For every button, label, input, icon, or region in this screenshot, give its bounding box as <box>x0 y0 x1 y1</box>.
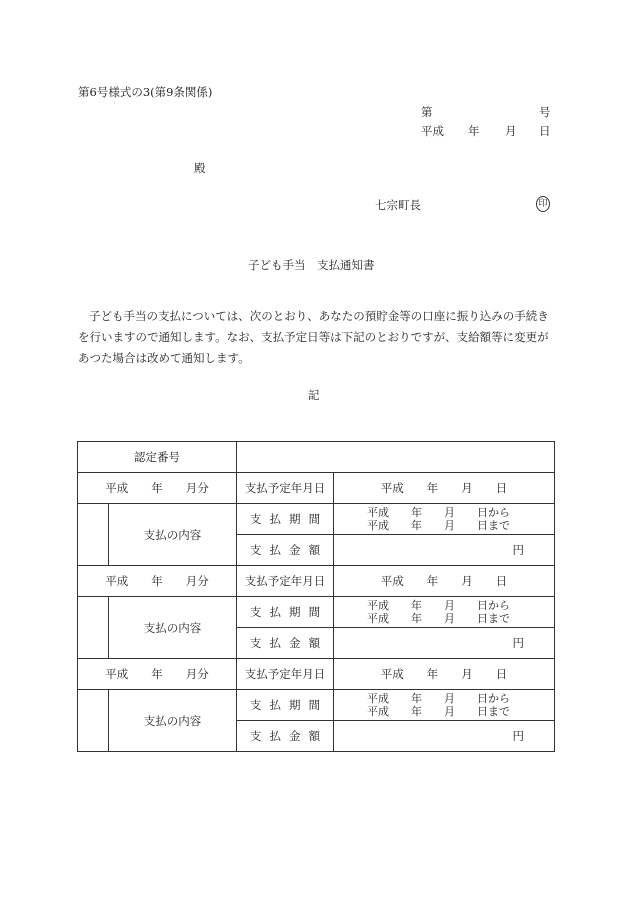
date-year: 年 <box>468 124 480 138</box>
period-row <box>78 566 555 597</box>
addressee-honorific: 殿 <box>194 161 206 175</box>
payment-period: 平成 年 月分 <box>78 659 237 690</box>
ki-mark: 記 <box>308 388 320 402</box>
scheduled-date-label: 支払予定年月日 <box>237 473 334 504</box>
document-title: 子ども手当 支払通知書 <box>248 258 375 272</box>
period-row <box>78 659 555 690</box>
amount-yen: 円 <box>334 628 555 659</box>
amount-label-cell <box>237 628 334 659</box>
term-range <box>334 690 555 721</box>
term-to: 平成 年 月 日まで <box>367 612 510 625</box>
period-row <box>78 473 555 504</box>
term-label-cell <box>237 690 334 721</box>
term-to: 平成 年 月 日まで <box>367 519 510 532</box>
amount-yen: 円 <box>334 721 555 752</box>
amount-label-cell <box>237 721 334 752</box>
payment-table <box>77 441 555 752</box>
cert-label: 認定番号 <box>78 442 237 473</box>
scheduled-date: 平成 年 月 日 <box>334 659 555 690</box>
content-label: 支払の内容 <box>109 597 237 659</box>
date-era: 平成 <box>421 124 444 138</box>
term-range <box>334 597 555 628</box>
scheduled-date: 平成 年 月 日 <box>334 473 555 504</box>
number-prefix: 第 <box>421 105 433 119</box>
form-code: 第6号様式の3(第9条関係) <box>78 85 213 99</box>
term-row <box>78 504 555 535</box>
term-from: 平成 年 月 日から <box>367 505 510 519</box>
amount-label-cell <box>237 535 334 566</box>
scheduled-date-label: 支払予定年月日 <box>237 566 334 597</box>
seal-icon: 印 <box>536 196 550 212</box>
content-label: 支払の内容 <box>109 504 237 566</box>
number-suffix: 号 <box>539 105 551 119</box>
payment-period: 平成 年 月分 <box>78 566 237 597</box>
term-from: 平成 年 月 日から <box>367 691 510 705</box>
cert-row <box>78 442 555 473</box>
payment-period: 平成 年 月分 <box>78 473 237 504</box>
term-row <box>78 690 555 721</box>
amount-label: 支払金額 <box>249 636 329 650</box>
scheduled-date-label: 支払予定年月日 <box>237 659 334 690</box>
term-row <box>78 597 555 628</box>
term-range <box>334 504 555 535</box>
amount-yen: 円 <box>334 535 555 566</box>
term-from: 平成 年 月 日から <box>367 598 510 612</box>
scheduled-date: 平成 年 月 日 <box>334 566 555 597</box>
amount-label: 支払金額 <box>249 729 329 743</box>
term-label-cell <box>237 597 334 628</box>
date-month: 月 <box>505 124 517 138</box>
issuer-name: 七宗町長 <box>375 198 421 212</box>
term-label: 支払期間 <box>249 512 329 526</box>
content-label: 支払の内容 <box>109 690 237 752</box>
term-label: 支払期間 <box>249 605 329 619</box>
date-day: 日 <box>539 124 551 138</box>
amount-label: 支払金額 <box>249 543 329 557</box>
term-label: 支払期間 <box>249 698 329 712</box>
term-label-cell <box>237 504 334 535</box>
notice-paragraph: 子ども手当の支払については、次のとおり、あなたの預貯金等の口座に振り込みの手続きを行いますので通知します。なお、支払予定日等は下記のとおりですが、支給額等に変更があつた場合は改めて通知します。 <box>78 309 549 365</box>
cert-value <box>237 442 555 473</box>
term-to: 平成 年 月 日まで <box>367 705 510 718</box>
